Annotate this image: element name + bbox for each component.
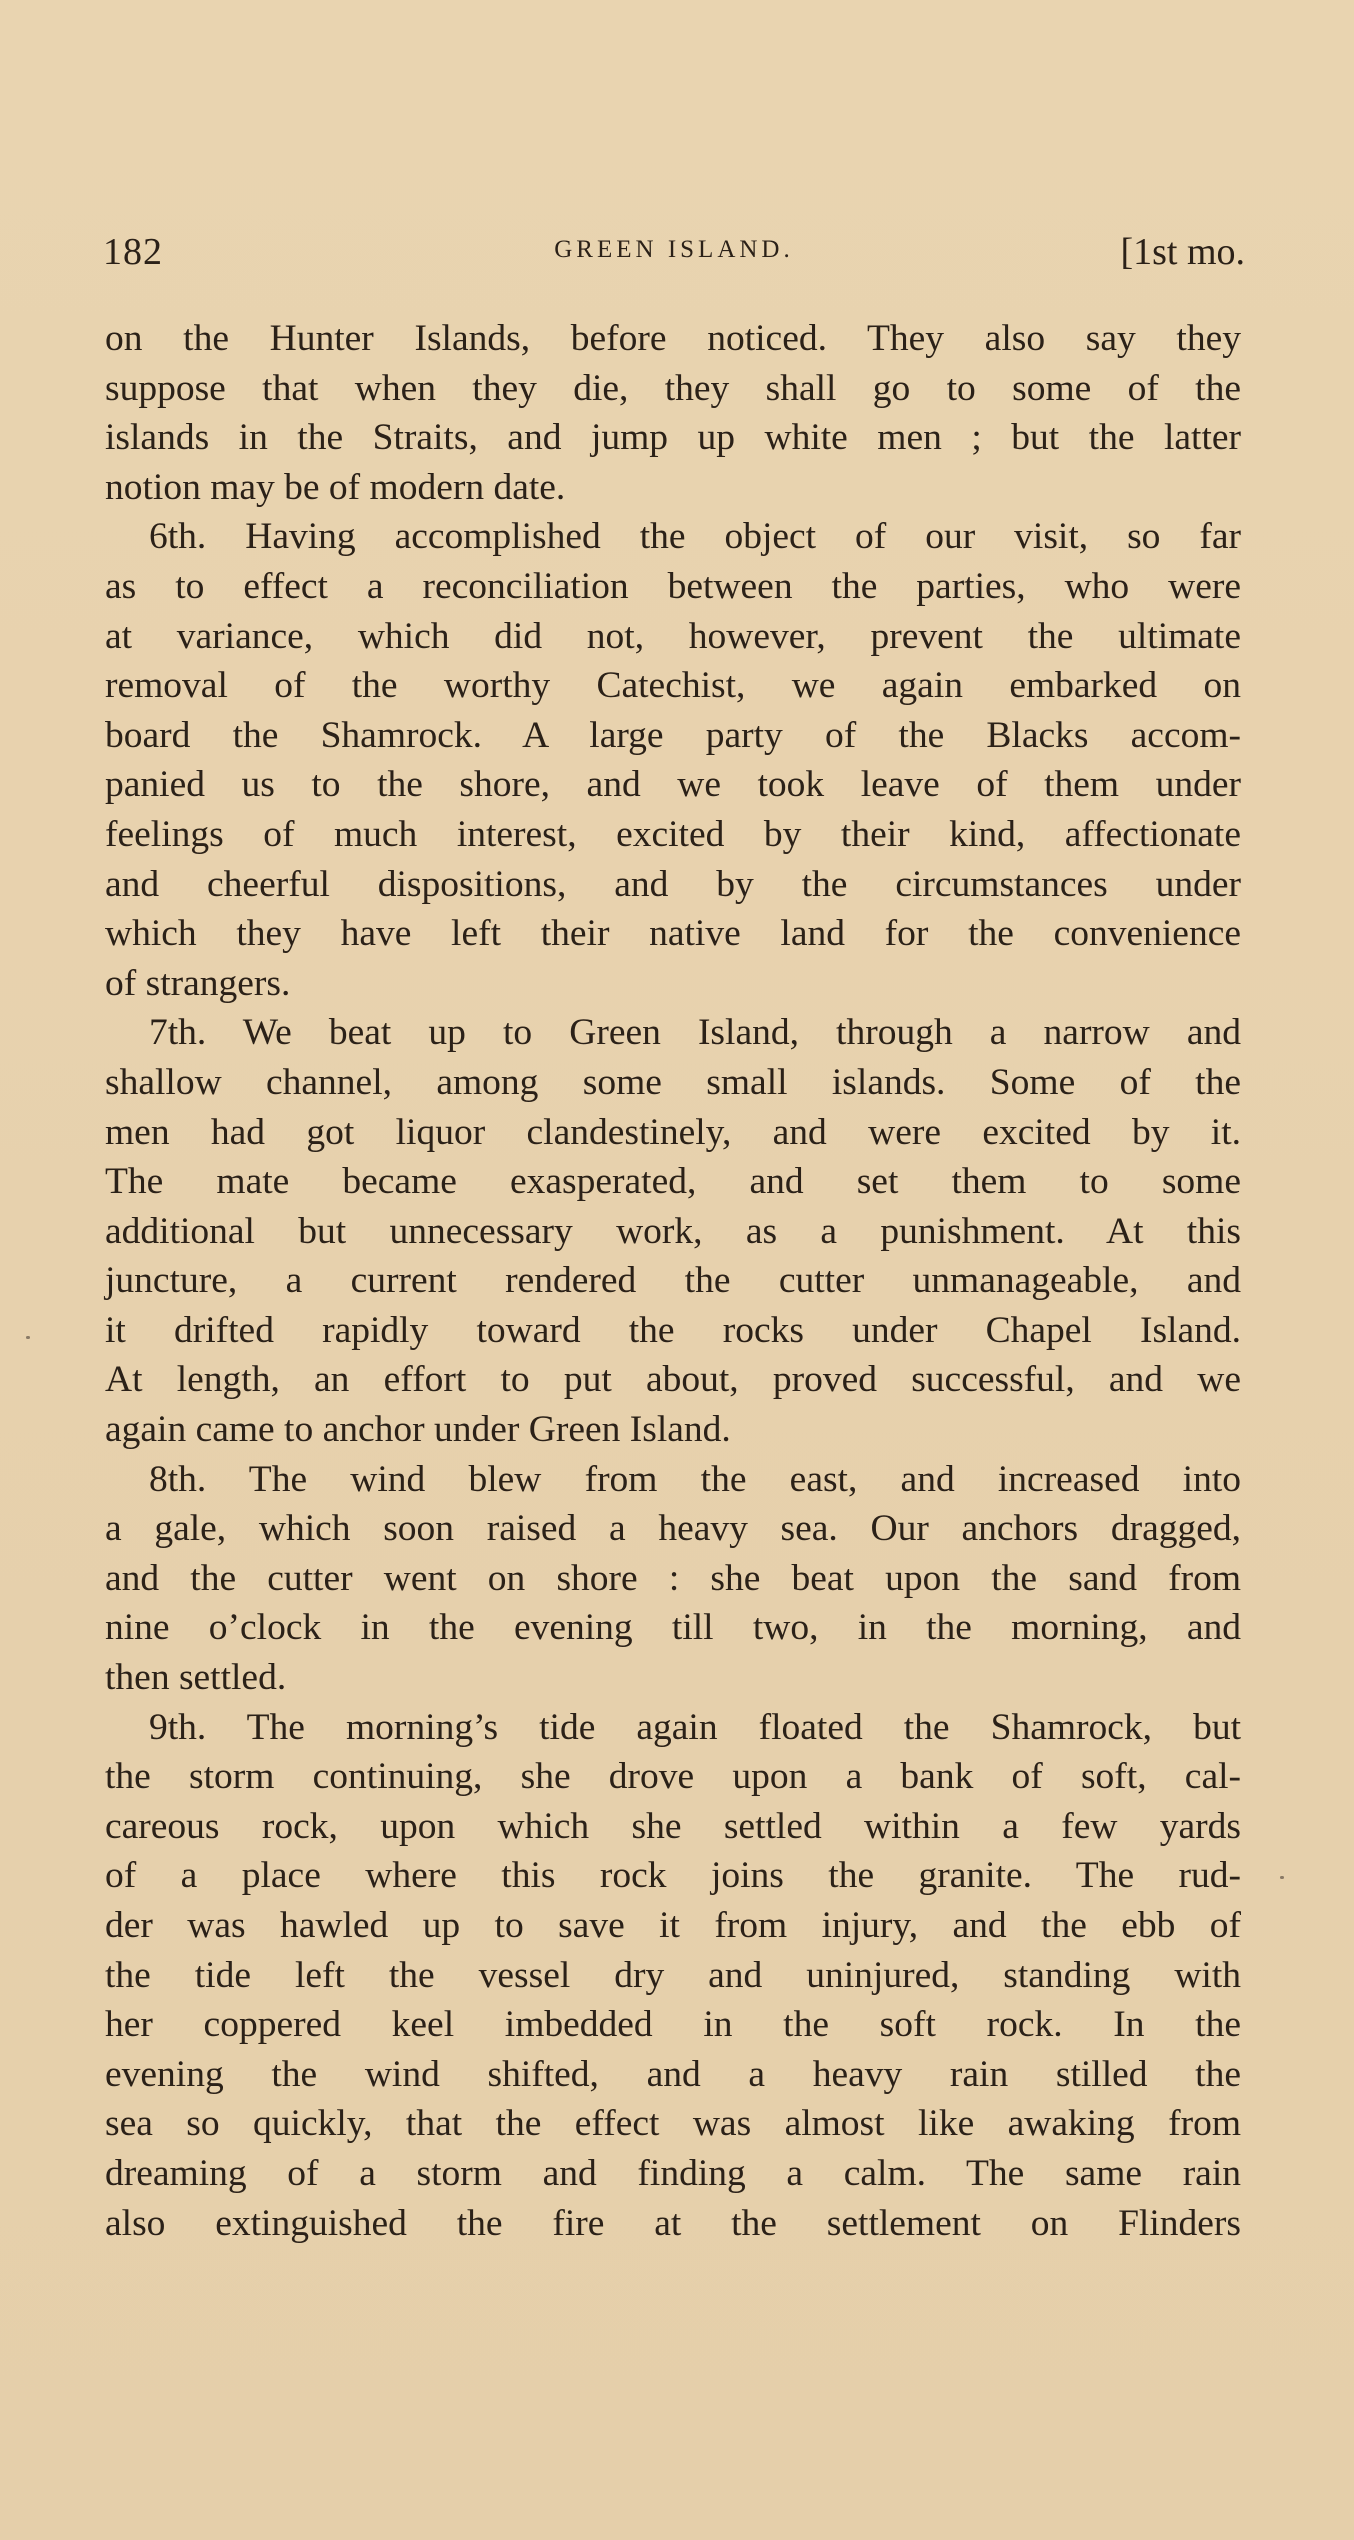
running-head-title: GREEN ISLAND. [554,236,794,263]
text-line: der was hawled up to save it from injury, and the ebb of [105,1905,1241,1946]
text-line: 9th. The morning’s tide again floated the Shamrock, but [149,1706,1241,1748]
text-line: removal of the worthy Catechist, we again embarked on [105,665,1241,707]
text-line: the storm continuing, she drove upon a bank of soft, cal- [105,1756,1241,1798]
text-line: and the cutter went on shore : she beat upon the sand from [105,1557,1241,1599]
running-head-month: [1st mo. [1120,231,1245,273]
text-line: of strangers. [105,962,291,1004]
margin-speck [26,1336,30,1339]
text-line: her coppered keel imbedded in the soft rock. In the [105,2004,1241,2046]
text-line: islands in the Straits, and jump up white men ; but the latter [105,417,1241,459]
text-line: as to effect a reconciliation between the parties, who were [105,565,1241,607]
text-line: notion may be of modern date. [105,466,566,508]
text-line: nine o’clock in the evening till two, in the morning, and [105,1607,1241,1649]
text-line: at variance, which did not, however, prevent the ultimate [105,615,1241,657]
text-line: which they have left their native land for the convenience [105,913,1241,955]
text-line: again came to anchor under Green Island. [105,1409,731,1451]
text-line: of a place where this rock joins the granite. The rud- [105,1855,1241,1897]
text-line: The mate became exasperated, and set them to some [105,1161,1241,1203]
text-line: panied us to the shore, and we took leave of them under [105,764,1241,806]
text-line: suppose that when they die, they shall go to some of the [105,367,1241,409]
text-line: evening the wind shifted, and a heavy rain stilled the [105,2053,1241,2095]
text-line: careous rock, upon which she settled within a few yards [105,1805,1241,1847]
text-line: board the Shamrock. A large party of the Blacks accom- [105,714,1241,756]
text-line: 6th. Having accomplished the object of our visit, so far [149,516,1241,558]
text-line: also extinguished the fire at the settlement on Flinders [105,2202,1241,2244]
text-line: on the Hunter Islands, before noticed. They also say they [105,318,1241,359]
text-line: shallow channel, among some small islands. Some of the [105,1061,1241,1103]
running-head [103,230,1245,290]
text-line: a gale, which soon raised a heavy sea. Our anchors dragged, [105,1508,1241,1550]
text-line: 8th. The wind blew from the east, and increased into [149,1458,1241,1500]
text-line: dreaming of a storm and finding a calm. The same rain [105,2152,1241,2194]
text-line: then settled. [105,1657,287,1699]
text-line: At length, an effort to put about, proved successful, and we [105,1359,1241,1401]
margin-speck [1280,1876,1284,1879]
text-line: men had got liquor clandestinely, and were excited by it. [105,1111,1241,1153]
text-line: additional but unnecessary work, as a punishment. At this [105,1210,1241,1252]
text-line: sea so quickly, that the effect was almost like awaking from [105,2103,1241,2145]
text-line: feelings of much interest, excited by their kind, affectionate [105,813,1241,855]
text-line: juncture, a current rendered the cutter unmanageable, and [105,1260,1241,1302]
text-line: it drifted rapidly toward the rocks under Chapel Island. [105,1309,1241,1351]
body-text [105,314,1241,2248]
text-line: 7th. We beat up to Green Island, through a narrow and [149,1012,1241,1054]
page-number: 182 [103,231,163,273]
text-line: the tide left the vessel dry and uninjured, standing with [105,1954,1241,1996]
text-line: and cheerful dispositions, and by the circumstances under [105,863,1241,905]
